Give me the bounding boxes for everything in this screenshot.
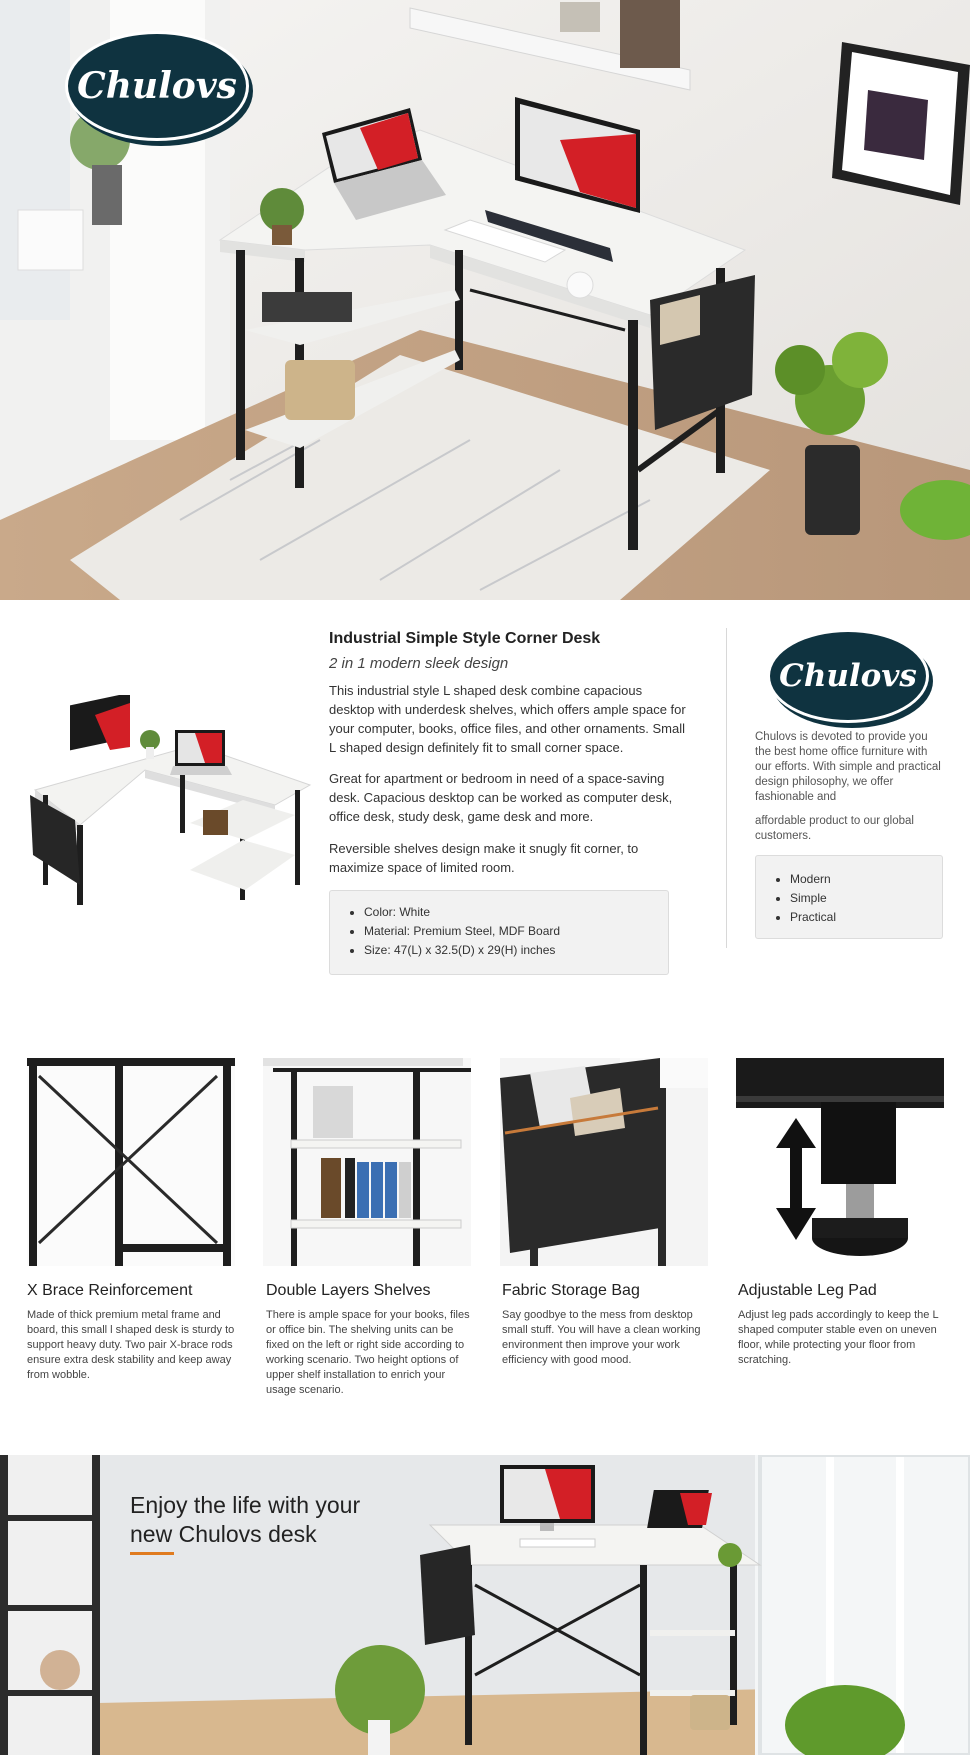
brand-tags	[755, 855, 943, 939]
feature-desc-shelves: There is ample space for your books, files or office bin. The shelving units can be fixed on the left or right side according to working scenario. Two height options of upper shelf installation to enrich your usage scenario.	[266, 1309, 470, 1396]
tag-item: • Simple	[790, 889, 942, 908]
brand-logo: Chulovs	[68, 34, 246, 138]
feature-image-storage-bag	[500, 1058, 708, 1266]
brand-description-2: affordable product to our global customers.	[755, 815, 914, 842]
product-paragraph-1: This industrial style L shaped desk combine capacious desktop with underdesk shelves, which offers ample space for your computer, books, office files, and other ornaments. Small L shaped design definitely fit to small corner space.	[329, 683, 686, 755]
product-info-section	[0, 600, 970, 1020]
tag-item: • Modern	[790, 870, 942, 889]
feature-title-leg-pad: Adjustable Leg Pad	[738, 1282, 877, 1299]
feature-image-leg-pad	[736, 1058, 944, 1266]
feature-desc-x-brace: Made of thick premium metal frame and board, this small l shaped desk is sturdy to support heavy duty. Two pair X-brace rods ensure extra desk stability and keep away from wobble.	[27, 1309, 235, 1381]
feature-image-shelves	[263, 1058, 471, 1266]
feature-desc-leg-pad: Adjust leg pads accordingly to keep the L shaped computer stable even on uneven floor, while protecting your floor from scratching.	[738, 1309, 939, 1366]
spec-list	[329, 890, 669, 975]
lifestyle-banner	[0, 1455, 970, 1755]
hero-image	[0, 0, 970, 600]
feature-image-x-brace	[27, 1058, 235, 1266]
product-subtitle: 2 in 1 modern sleek design	[329, 655, 509, 672]
desk-product-image	[25, 695, 315, 905]
brand-description: Chulovs is devoted to provide you the best home office furniture with our efforts. With simple and practical design philosophy, we offer fashionable and	[755, 731, 941, 803]
product-paragraph-2: Great for apartment or bedroom in need of a space-saving desk. Capacious desktop can be worked as computer desk, office desk, study desk, game desk and more.	[329, 771, 673, 824]
banner-title	[130, 1491, 360, 1549]
banner-line-1: Enjoy the life with your	[130, 1492, 361, 1518]
feature-title-storage-bag: Fabric Storage Bag	[502, 1282, 640, 1299]
feature-title-shelves: Double Layers Shelves	[266, 1282, 431, 1299]
feature-desc-storage-bag: Say goodbye to the mess from desktop small stuff. You will have a clean working environment then improve your work efficiency with good mood.	[502, 1309, 701, 1366]
product-paragraph-3: Reversible shelves design make it snugly fit corner, to maximize space of limited room.	[329, 841, 639, 875]
spec-item: • Material: Premium Steel, MDF Board	[364, 922, 668, 941]
spec-item: • Size: 47(L) x 32.5(D) x 29(H) inches	[364, 941, 668, 960]
product-title: Industrial Simple Style Corner Desk	[329, 630, 601, 647]
banner-accent-underline	[130, 1552, 174, 1555]
brand-panel-logo: Chulovs	[770, 632, 926, 720]
feature-title-x-brace: X Brace Reinforcement	[27, 1282, 193, 1299]
tag-item: • Practical	[790, 908, 942, 927]
banner-line-2: new Chulovs desk	[130, 1521, 317, 1547]
vertical-divider	[726, 628, 727, 948]
spec-item: • Color: White	[364, 903, 668, 922]
